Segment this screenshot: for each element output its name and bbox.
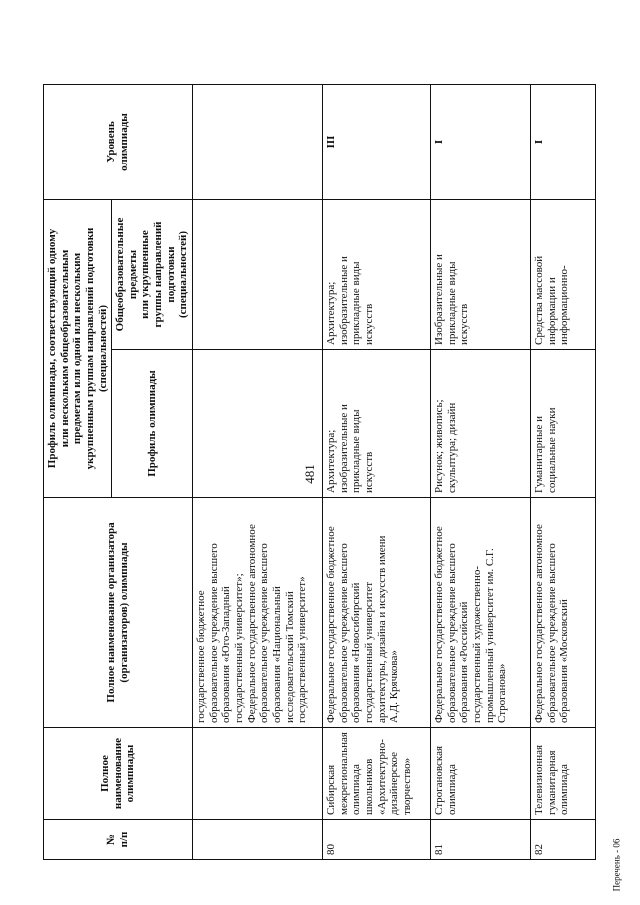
cell-num xyxy=(193,820,323,860)
cell-organizer: Федеральное государственное бюджетное образовательное учреждение высшего образования «Новосибирский государственный университет архитектуры, дизайна и искусств имени А.Д. Крячкова» xyxy=(323,498,431,728)
olympiad-table xyxy=(43,84,596,860)
table-row xyxy=(323,84,431,859)
header-name: Полное наименование олимпиады xyxy=(44,728,193,820)
cell-level: I xyxy=(531,84,596,199)
cell-profile: Архитектура; изобразительные и прикладные виды искусств xyxy=(323,350,431,498)
cell-num: 80 xyxy=(323,820,431,860)
cell-subjects xyxy=(193,199,323,349)
header-num: № п/п xyxy=(44,820,193,860)
rotated-table-container xyxy=(43,85,588,860)
cell-num: 81 xyxy=(431,820,531,860)
cell-profile: Гуманитарные и социальные науки xyxy=(531,350,596,498)
cell-organizer: Федеральное государственное бюджетное образовательное учреждение высшего образования «Российский государственный художественно- промышленный университет им. С.Г. Строганова» xyxy=(431,498,531,728)
cell-name: Телевизионная гуманитарная олимпиада xyxy=(531,728,596,820)
cell-name: Строгановская олимпиада xyxy=(431,728,531,820)
cell-level: III xyxy=(323,84,431,199)
table-row xyxy=(531,84,596,859)
cell-subjects: Изобразительные и прикладные виды искусств xyxy=(431,199,531,349)
cell-level: I xyxy=(431,84,531,199)
cell-name xyxy=(193,728,323,820)
header-subjects: Общеобразовательные предметы или укрупненные группы направлений подготовки (специальностей) xyxy=(112,199,193,349)
cell-level xyxy=(193,84,323,199)
cell-profile xyxy=(193,350,323,498)
header-organizer: Полное наименование организатора (организаторов) олимпиады xyxy=(44,498,193,728)
cell-organizer: государственное бюджетное образовательное учреждение высшего образования «Юго-Западный государственный университет»; Федеральное государственное автономное образовательное учреждение высшего образования «Национальный исследовательский Томский государственный университет» xyxy=(193,498,323,728)
header-profile: Профиль олимпиады xyxy=(112,350,193,498)
header-level: Уровень олимпиады xyxy=(44,84,193,199)
cell-num: 82 xyxy=(531,820,596,860)
table-row xyxy=(431,84,531,859)
page-number: 481 xyxy=(301,464,317,484)
cell-name: Сибирская межрегиональная олимпиада школьников «Архитектурно- дизайнерское творчество» xyxy=(323,728,431,820)
table-row xyxy=(193,84,323,859)
footer-code: Перечень - 06 xyxy=(611,838,622,892)
cell-organizer: Федеральное государственное автономное образовательное учреждение высшего образования «Московский xyxy=(531,498,596,728)
cell-subjects: Архитектура; изобразительные и прикладные виды искусств xyxy=(323,199,431,349)
header-profile-group: Профиль олимпиады, соответствующий одному или нескольким общеобразовательным предметам или одной или нескольким укрупненным группам направлений подготовки (специальностей) xyxy=(44,199,112,497)
cell-subjects: Средства массовой информации и информационно- xyxy=(531,199,596,349)
cell-profile: Рисунок; живопись; скульптура; дизайн xyxy=(431,350,531,498)
